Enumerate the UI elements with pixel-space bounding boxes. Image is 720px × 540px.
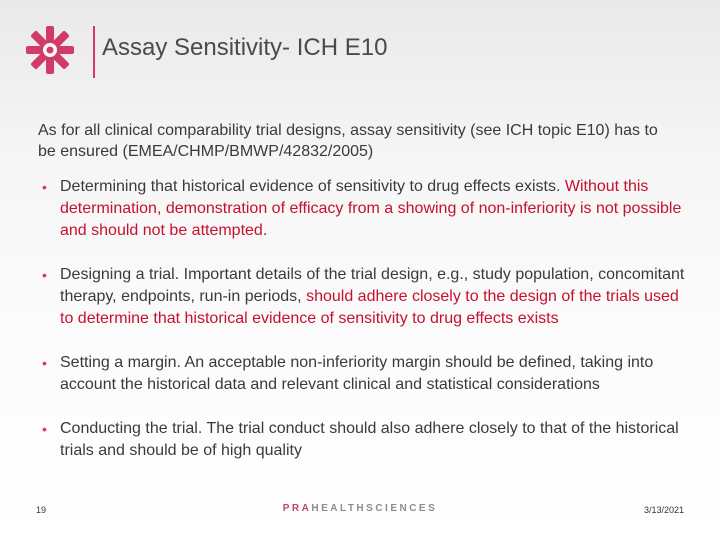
bullet-highlight: should adhere closely to the design of the trials used to determine that historical evidence of sensitivity to drug effects exists (60, 288, 679, 327)
brand-prefix: PRA (282, 503, 312, 514)
bullet-list (40, 176, 695, 484)
brand-suffix: HEALTHSCIENCES (311, 503, 438, 514)
bullet-dot-icon: • (42, 267, 47, 283)
bullet-dot-icon: • (42, 355, 47, 371)
footer-brand (0, 503, 720, 514)
bullet-text: Designing a trial. Important details of the trial design, e.g., study population, concomitant therapy, endpoints, run-in periods, (60, 266, 685, 305)
bullet-tail: . (262, 222, 268, 239)
bullet-dot-icon: • (42, 421, 47, 437)
bullet-text: Determining that historical evidence of sensitivity to drug effects exists. (60, 178, 561, 195)
title-divider (93, 26, 95, 78)
intro-paragraph: As for all clinical comparability trial designs, assay sensitivity (see ICH topic E10) has to be ensured (EMEA/CHMP/BMWP/42832/2005) (38, 122, 658, 160)
slide-title: Assay Sensitivity- ICH E10 (102, 34, 388, 61)
bullet-dot-icon: • (42, 179, 47, 195)
bullet-item-margin (40, 352, 695, 396)
bullet-item-conducting (40, 418, 695, 462)
footer-date: 3/13/2021 (643, 505, 684, 515)
page-number: 19 (36, 505, 47, 515)
bullet-text: Conducting the trial. The trial conduct should also adhere closely to that of the historical trials and should be of high quality (60, 420, 679, 459)
bullet-highlight: Without this determination, demonstration of efficacy from a showing of non-inferiority is not possible and should not be attempted (60, 178, 682, 239)
bullet-text: Setting a margin. An acceptable non-inferiority margin should be defined, taking into account the historical data and relevant clinical and statistical considerations (60, 354, 654, 393)
pra-star-logo-icon (24, 24, 76, 76)
bullet-item-designing (40, 264, 695, 330)
bullet-item-determining (40, 176, 695, 242)
